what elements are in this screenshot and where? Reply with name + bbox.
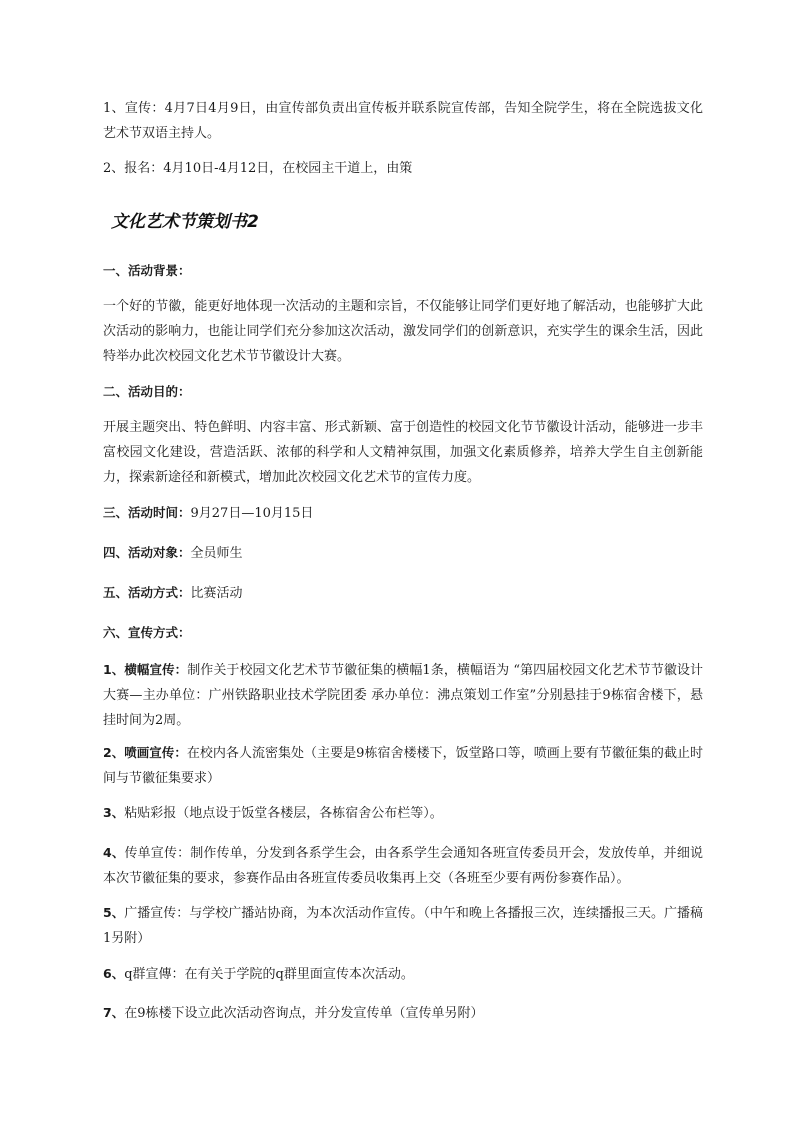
promo-label: 1、横幅宣传： <box>103 662 188 677</box>
promo-text: 传单宣传：制作传单，分发到各系学生会，由各系学生会通知各班宣传委员开会，发放传单，并细说本次节徽征集的要求，参赛作品由各班宣传委员收集再上交（各班至少要有两份参赛作品）。 <box>103 846 703 886</box>
promo-label: 3、 <box>103 805 125 820</box>
paragraph-registration: 2、报名：4月10日-4月12日，在校园主干道上，由策 <box>103 161 413 176</box>
section-value: 比赛活动 <box>190 586 243 601</box>
section-value: 全员师生 <box>190 546 243 561</box>
section-activity-time <box>103 500 703 526</box>
promo-item <box>103 900 703 951</box>
promo-item <box>103 961 703 987</box>
section-label: 二、活动目的： <box>103 384 191 399</box>
section-heading-purpose <box>103 379 703 405</box>
promo-text: q群宣傳：在有关于学院的q群里面宣传本次活动。 <box>124 967 414 982</box>
promo-text: 广播宣传：与学校广播站协商，为本次活动作宣传。（中午和晚上各播报三次，连续播报三天。广播稿1另附） <box>103 906 703 946</box>
promo-label: 2、喷画宣传： <box>103 745 187 760</box>
promo-label: 7、 <box>103 1005 125 1020</box>
section-heading-background <box>103 258 703 284</box>
purpose-text: 开展主题突出、特色鲜明、内容丰富、形式新颖、富于创造性的校园文化节节徽设计活动，能够进一步丰富校园文化建设，营造活跃、浓郁的科学和人文精神氛围，加强文化素质修养，培养大学生自主创新能力，探索新途径和新模式，增加此次校园文化艺术节的宣传力度。 <box>103 420 703 485</box>
section-activity-target <box>103 540 703 566</box>
promo-item <box>103 800 703 826</box>
section-label: 五、活动方式： <box>103 585 191 600</box>
document-title: 文化艺术节策划书2 <box>111 212 259 232</box>
promo-label: 6、 <box>103 966 125 981</box>
promo-label: 4、 <box>103 845 125 860</box>
section-label: 六、宣传方式： <box>103 625 191 640</box>
paragraph-promo-schedule: 1、宣传：4月7日4月9日，由宣传部负责出宣传板并联系院宣传部，告知全院学生，将在全院选拔文化艺术节双语主持人。 <box>103 101 703 141</box>
section-label: 四、活动对象： <box>103 545 191 560</box>
paragraph-background <box>103 294 703 369</box>
promo-text: 制作关于校园文化艺术节节徽征集的横幅1条，横幅语为 “第四届校园文化艺术节节徽设计大赛—主办单位：广州铁路职业技术学院团委 承办单位：沸点策划工作室”分别悬挂于9栋宿舍楼下，悬挂时间为2周。 <box>103 663 703 728</box>
promo-label: 5、 <box>103 905 125 920</box>
promo-text: 在9栋楼下设立此次活动咨询点，并分发宣传单（宣传单另附） <box>124 1006 484 1021</box>
section-heading-promo <box>103 620 703 646</box>
promo-item <box>103 657 703 733</box>
section-value: 9月27日—10月15日 <box>190 506 314 521</box>
promo-text: 在校内各人流密集处（主要是9栋宿舍楼楼下，饭堂路口等，喷画上要有节徽征集的截止时间与节徽征集要求） <box>103 746 703 786</box>
section-label: 一、活动背景： <box>103 263 191 278</box>
promo-item <box>103 1000 703 1026</box>
promo-text: 粘贴彩报（地点设于饭堂各楼层，各栋宿舍公布栏等）。 <box>124 806 443 821</box>
section-label: 三、活动时间： <box>103 505 191 520</box>
paragraph-purpose <box>103 415 703 490</box>
section-activity-method <box>103 580 703 606</box>
promo-item <box>103 740 703 791</box>
promo-item <box>103 840 703 891</box>
background-text: 一个好的节徽，能更好地体现一次活动的主题和宗旨，不仅能够让同学们更好地了解活动，也能够扩大此次活动的影响力，也能让同学们充分参加这次活动，激发同学们的创新意识，充实学生的课余生活，因此特举办此次校园文化艺术节节徽设计大赛。 <box>103 299 703 364</box>
